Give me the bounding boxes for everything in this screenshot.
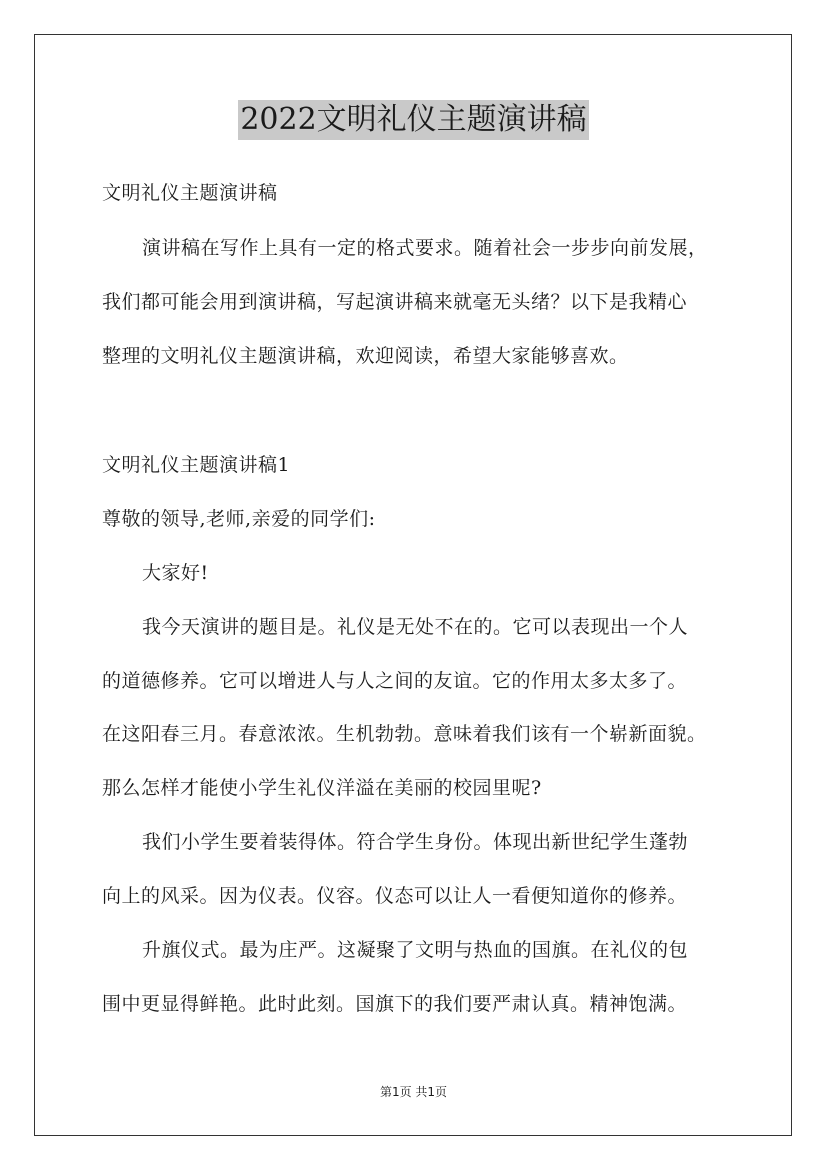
document-title: 2022文明礼仪主题演讲稿 — [238, 100, 588, 140]
page-number: 第1页 共1页 — [379, 1085, 448, 1099]
intro-line-2: 我们都可能会用到演讲稿，写起演讲稿来就毫无头绪？以下是我精心 — [102, 291, 688, 313]
body-line-5: 我们小学生要着装得体。符合学生身份。体现出新世纪学生蓬勃 — [142, 831, 689, 853]
body-line-2: 的道德修养。它可以增进人与人之间的友谊。它的作用太多太多了。 — [102, 670, 688, 692]
title-container — [0, 100, 827, 140]
body-line-1: 我今天演讲的题目是。礼仪是无处不在的。它可以表现出一个人 — [142, 616, 689, 638]
body-line-7: 升旗仪式。最为庄严。这凝聚了文明与热血的国旗。在礼仪的包 — [142, 939, 689, 961]
greeting: 大家好! — [142, 562, 209, 584]
body-line-3: 在这阳春三月。春意浓浓。生机勃勃。意味着我们该有一个崭新面貌。 — [102, 723, 707, 745]
intro-line-3: 整理的文明礼仪主题演讲稿，欢迎阅读，希望大家能够喜欢。 — [102, 345, 629, 367]
body-line-6: 向上的风采。因为仪表。仪容。仪态可以让人一看便知道你的修养。 — [102, 885, 688, 907]
salutation: 尊敬的领导,老师,亲爱的同学们: — [102, 508, 376, 530]
body-line-8: 围中更显得鲜艳。此时此刻。国旗下的我们要严肃认真。精神饱满。 — [102, 993, 688, 1015]
intro-line-1: 演讲稿在写作上具有一定的格式要求。随着社会一步步向前发展， — [142, 237, 708, 259]
body-line-4: 那么怎样才能使小学生礼仪洋溢在美丽的校园里呢? — [102, 777, 542, 799]
subtitle: 文明礼仪主题演讲稿 — [102, 182, 278, 204]
section-title: 文明礼仪主题演讲稿1 — [102, 454, 291, 476]
